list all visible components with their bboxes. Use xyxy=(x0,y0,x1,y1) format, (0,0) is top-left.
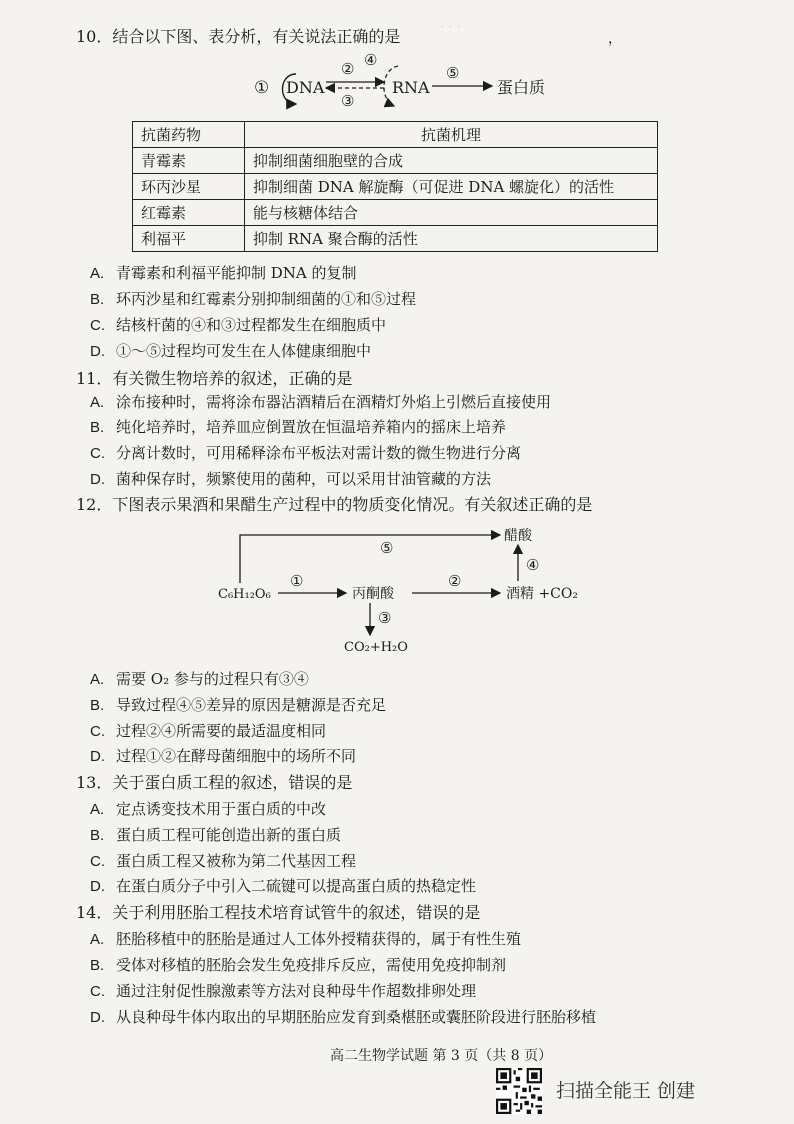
q12-step-5: ⑤ xyxy=(380,539,394,557)
q12-option-b: B. 导致过程④⑤差异的原因是糖源是否充足 xyxy=(90,696,387,714)
q12-option-d: D. 过程①②在酵母菌细胞中的场所不同 xyxy=(90,747,357,765)
antibiotic-table xyxy=(132,121,658,252)
q12-option-c: C. 过程②④所需要的最适温度相同 xyxy=(90,722,327,740)
table-cell-mechanism: 抑制 RNA 聚合酶的活性 xyxy=(245,226,658,252)
table-row xyxy=(133,148,658,174)
table-cell-drug: 利福平 xyxy=(133,226,245,252)
table-header-row xyxy=(133,122,658,148)
q14-option-d: D. 从良种母牛体内取出的早期胚胎应发育到桑椹胚或囊胚阶段进行胚胎移植 xyxy=(90,1008,597,1026)
q12-step-1: ① xyxy=(290,572,304,590)
q10-dna-label: DNA xyxy=(286,78,325,97)
q12-option-a: A. 需要 O₂ 参与的过程只有③④ xyxy=(90,670,309,688)
table-header-mechanism: 抗菌机理 xyxy=(245,122,658,148)
q10-step-2: ② xyxy=(341,60,355,78)
q10-option-d: D. ①～⑤过程均可发生在人体健康细胞中 xyxy=(90,342,372,360)
q13-stem: 13．关于蛋白质工程的叙述，错误的是 xyxy=(76,773,353,792)
stray-mark: ， xyxy=(608,31,622,47)
bleed-through: · · · xyxy=(440,20,708,35)
scanner-watermark: 扫描全能王 创建 xyxy=(556,1080,696,1102)
table-row xyxy=(133,226,658,252)
q14-option-a: A. 胚胎移植中的胚胎是通过人工体外授精获得的，属于有性生殖 xyxy=(90,930,522,948)
q10-stem: 10．结合以下图、表分析，有关说法正确的是 xyxy=(76,27,401,46)
table-row xyxy=(133,174,658,200)
q10-option-c: C. 结核杆菌的④和③过程都发生在细胞质中 xyxy=(90,316,387,334)
q13-option-d: D. 在蛋白质分子中引入二硫键可以提高蛋白质的热稳定性 xyxy=(90,877,477,895)
q10-step-1: ① xyxy=(254,78,270,98)
q12-step-2: ② xyxy=(448,572,462,590)
q13-option-b: B. 蛋白质工程可能创造出新的蛋白质 xyxy=(90,826,342,844)
q12-glucose-label: C₆H₁₂O₆ xyxy=(218,587,271,602)
table-cell-mechanism: 能与核糖体结合 xyxy=(245,200,658,226)
q11-option-d: D. 菌种保存时，频繁使用的菌种，可以采用甘油管藏的方法 xyxy=(90,470,492,488)
q10-step-3: ③ xyxy=(341,92,355,110)
q11-stem: 11．有关微生物培养的叙述，正确的是 xyxy=(76,369,353,388)
q13-option-c: C. 蛋白质工程又被称为第二代基因工程 xyxy=(90,852,357,870)
q12-stem: 12．下图表示果酒和果醋生产过程中的物质变化情况。有关叙述正确的是 xyxy=(76,495,593,514)
q12-co2water-label: CO₂+H₂O xyxy=(344,640,408,655)
page-footer: 高二生物学试题 第 3 页（共 8 页） xyxy=(330,1048,553,1064)
q14-stem: 14．关于利用胚胎工程技术培育试管牛的叙述，错误的是 xyxy=(76,903,481,922)
q10-rna-label: RNA xyxy=(392,78,430,97)
q12-ethanol-label: 酒精 +CO₂ xyxy=(506,586,578,602)
table-cell-mechanism: 抑制细菌 DNA 解旋酶（可促进 DNA 螺旋化）的活性 xyxy=(245,174,658,200)
table-header-drug: 抗菌药物 xyxy=(133,122,245,148)
q11-option-b: B. 纯化培养时，培养皿应倒置放在恒温培养箱内的摇床上培养 xyxy=(90,418,507,436)
fermentation-diagram xyxy=(0,515,794,665)
table-row xyxy=(133,200,658,226)
qr-code-icon[interactable] xyxy=(496,1068,542,1114)
q11-option-c: C. 分离计数时，可用稀释涂布平板法对需计数的微生物进行分离 xyxy=(90,444,522,462)
table-cell-drug: 青霉素 xyxy=(133,148,245,174)
table-cell-mechanism: 抑制细菌细胞壁的合成 xyxy=(245,148,658,174)
q12-pyruvate-label: 丙酮酸 xyxy=(352,586,394,602)
q13-option-a: A. 定点诱变技术用于蛋白质的中改 xyxy=(90,800,327,818)
q12-step-4: ④ xyxy=(526,556,540,574)
q10-option-b: B. 环丙沙星和红霉素分别抑制细菌的①和⑤过程 xyxy=(90,290,417,308)
table-cell-drug: 环丙沙星 xyxy=(133,174,245,200)
q14-option-c: C. 通过注射促性腺激素等方法对良种母牛作超数排卵处理 xyxy=(90,982,477,1000)
q10-protein-label: 蛋白质 xyxy=(497,78,546,97)
q10-option-a: A. 青霉素和利福平能抑制 DNA 的复制 xyxy=(90,264,357,282)
table-cell-drug: 红霉素 xyxy=(133,200,245,226)
q14-option-b: B. 受体对移植的胚胎会发生免疫排斥反应，需使用免疫抑制剂 xyxy=(90,956,507,974)
q11-option-a: A. 涂布接种时，需将涂布器沾酒精后在酒精灯外焰上引燃后直接使用 xyxy=(90,393,552,411)
q10-step-4: ④ xyxy=(364,51,378,69)
q12-step-3: ③ xyxy=(378,609,392,627)
q12-acetic-label: 醋酸 xyxy=(504,528,532,544)
q10-step-5: ⑤ xyxy=(446,64,460,82)
